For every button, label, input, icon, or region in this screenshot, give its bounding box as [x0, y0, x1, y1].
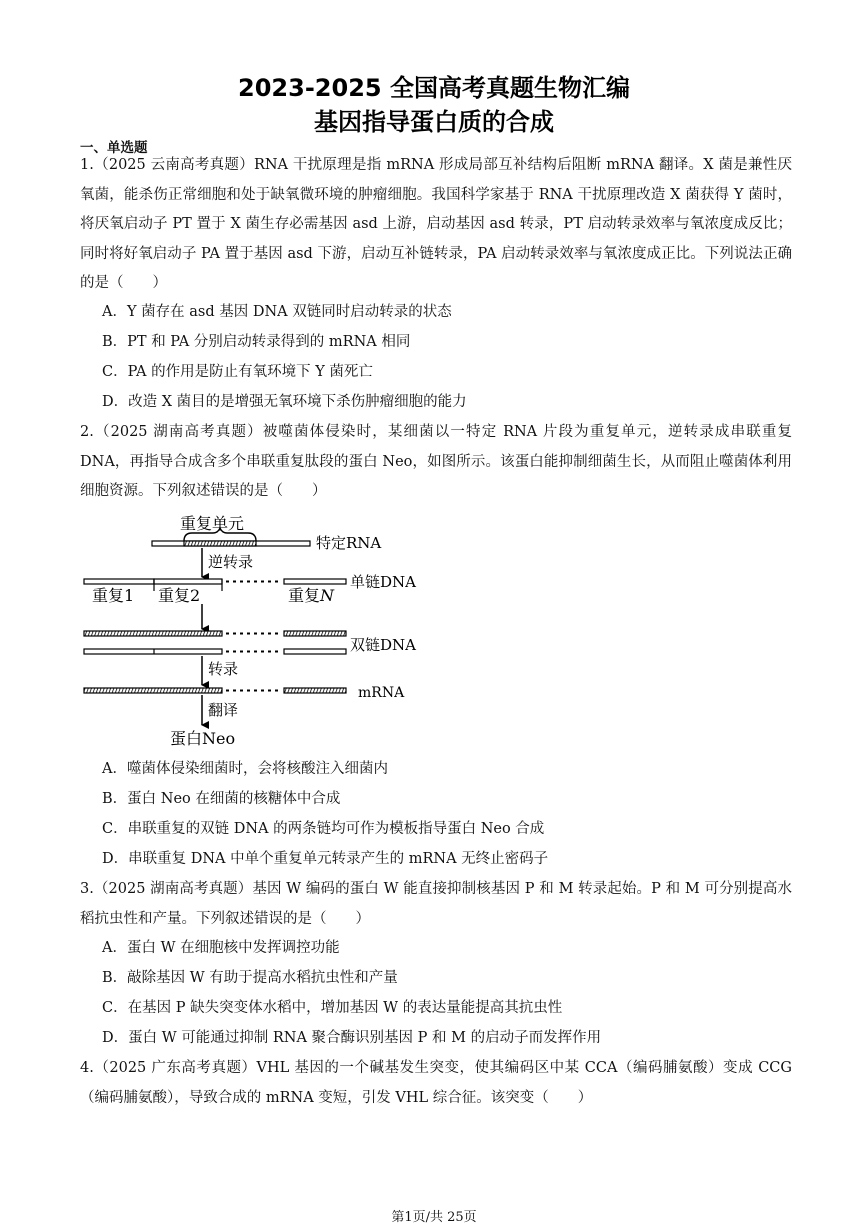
ssdna-repeat-2 [154, 579, 222, 584]
q2-option-d: D．串联重复 DNA 中单个重复单元转录产生的 mRNA 无终止密码子 [102, 851, 549, 867]
q2-option-c: C．串联重复的双链 DNA 的两条链均可作为模板指导蛋白 Neo 合成 [102, 821, 545, 837]
transcription-label: 转录 [208, 660, 239, 678]
q3-option-d: D．蛋白 W 可能通过抑制 RNA 聚合酶识别基因 P 和 M 的启动子而发挥作用 [102, 1030, 602, 1046]
translation-label: 翻译 [208, 701, 239, 719]
doc-title-line1: 2023-2025 全国高考真题生物汇编 [238, 74, 630, 102]
question-2-stem: 2.（2025 湖南高考真题）被噬菌体侵染时，某细菌以一特定 RNA 片段为重复单元，逆转录成串联重复 DNA，再指导合成含多个串联重复肽段的蛋白 Neo，如图所示。该蛋白能抑制细菌生长，从而阻止噬菌体利用细胞资源。下列叙述错误的是（ ） [80, 424, 792, 499]
ssdna-label: 单链DNA [350, 573, 416, 591]
question-3-stem: 3.（2025 湖南高考真题）基因 W 编码的蛋白 W 能直接抑制核基因 P 和 M 转录起始。P 和 M 可分别提高水稻抗虫性和产量。下列叙述错误的是（ ） [80, 881, 792, 927]
q3-option-a: A．蛋白 W 在细胞核中发挥调控功能 [102, 940, 340, 956]
repeat-unit-label: 重复单元 [180, 514, 245, 533]
dsdna-top-strand-right [284, 631, 346, 636]
ssdna-repeat-1 [84, 579, 154, 584]
q1-option-a: A．Y 菌存在 asd 基因 DNA 双链同时启动转录的状态 [102, 304, 452, 320]
page-footer: 第1页/共 25页 [391, 1210, 477, 1225]
reverse-transcription-label: 逆转录 [208, 553, 254, 571]
q2-option-b: B．蛋白 Neo 在细菌的核糖体中合成 [102, 791, 341, 807]
q1-option-d: D．改造 X 菌目的是增强无氧环境下杀伤肿瘤细胞的能力 [102, 394, 467, 410]
q1-option-b: B．PT 和 PA 分别启动转录得到的 mRNA 相同 [102, 334, 411, 350]
mrna-strand-right [284, 688, 346, 693]
repeat-n-label: 重复N [288, 586, 335, 605]
question-1-stem: 1.（2025 云南高考真题）RNA 干扰原理是指 mRNA 形成局部互补结构后阻断 mRNA 翻译。X 菌是兼性厌氧菌，能杀伤正常细胞和处于缺氧微环境的肿瘤细胞。我国科学家基于 RNA 干扰原理改造 X 菌获得 Y 菌时，将厌氧启动子 PT 置于 X 菌生存必需基因 asd 上游，启动基因 asd 转录，PT 启动转录效率与氧浓度成反比；同时将好氧启动子 PA 置于基因 asd 下游，启动互补链转录，PA 启动转录效率与氧浓度成正比。下列说法正确的是（ ） [80, 157, 792, 291]
repeat-1-label: 重复1 [92, 586, 135, 605]
ssdna-repeat-n [284, 579, 346, 584]
q3-option-c: C．在基因 P 缺失突变体水稻中，增加基因 W 的表达量能提高其抗虫性 [102, 1000, 563, 1016]
dsdna-bottom-strand-right [284, 649, 346, 654]
mrna-strand-left [84, 688, 222, 693]
specific-rna-repeat-segment [184, 541, 256, 546]
section-heading: 一、单选题 [80, 140, 148, 156]
protein-neo-label: 蛋白Neo [170, 729, 236, 748]
mrna-label: mRNA [358, 685, 405, 701]
dsdna-top-strand-left [84, 631, 222, 636]
neo-synthesis-diagram [80, 508, 440, 752]
specific-rna-label: 特定RNA [316, 534, 382, 552]
doc-title-line2: 基因指导蛋白质的合成 [314, 108, 554, 136]
repeat-2-label: 重复2 [158, 586, 201, 605]
question-4-stem: 4.（2025 广东高考真题）VHL 基因的一个碱基发生突变，使其编码区中某 CCA（编码脯氨酸）变成 CCG（编码脯氨酸），导致合成的 mRNA 变短，引发 VHL 综合征。该突变（ ） [80, 1060, 792, 1106]
dsdna-label: 双链DNA [350, 636, 416, 654]
dsdna-bottom-strand-left [84, 649, 222, 654]
q1-option-c: C．PA 的作用是防止有氧环境下 Y 菌死亡 [102, 364, 373, 380]
q3-option-b: B．敲除基因 W 有助于提高水稻抗虫性和产量 [102, 970, 398, 986]
q2-option-a: A．噬菌体侵染细菌时，会将核酸注入细菌内 [102, 761, 388, 777]
